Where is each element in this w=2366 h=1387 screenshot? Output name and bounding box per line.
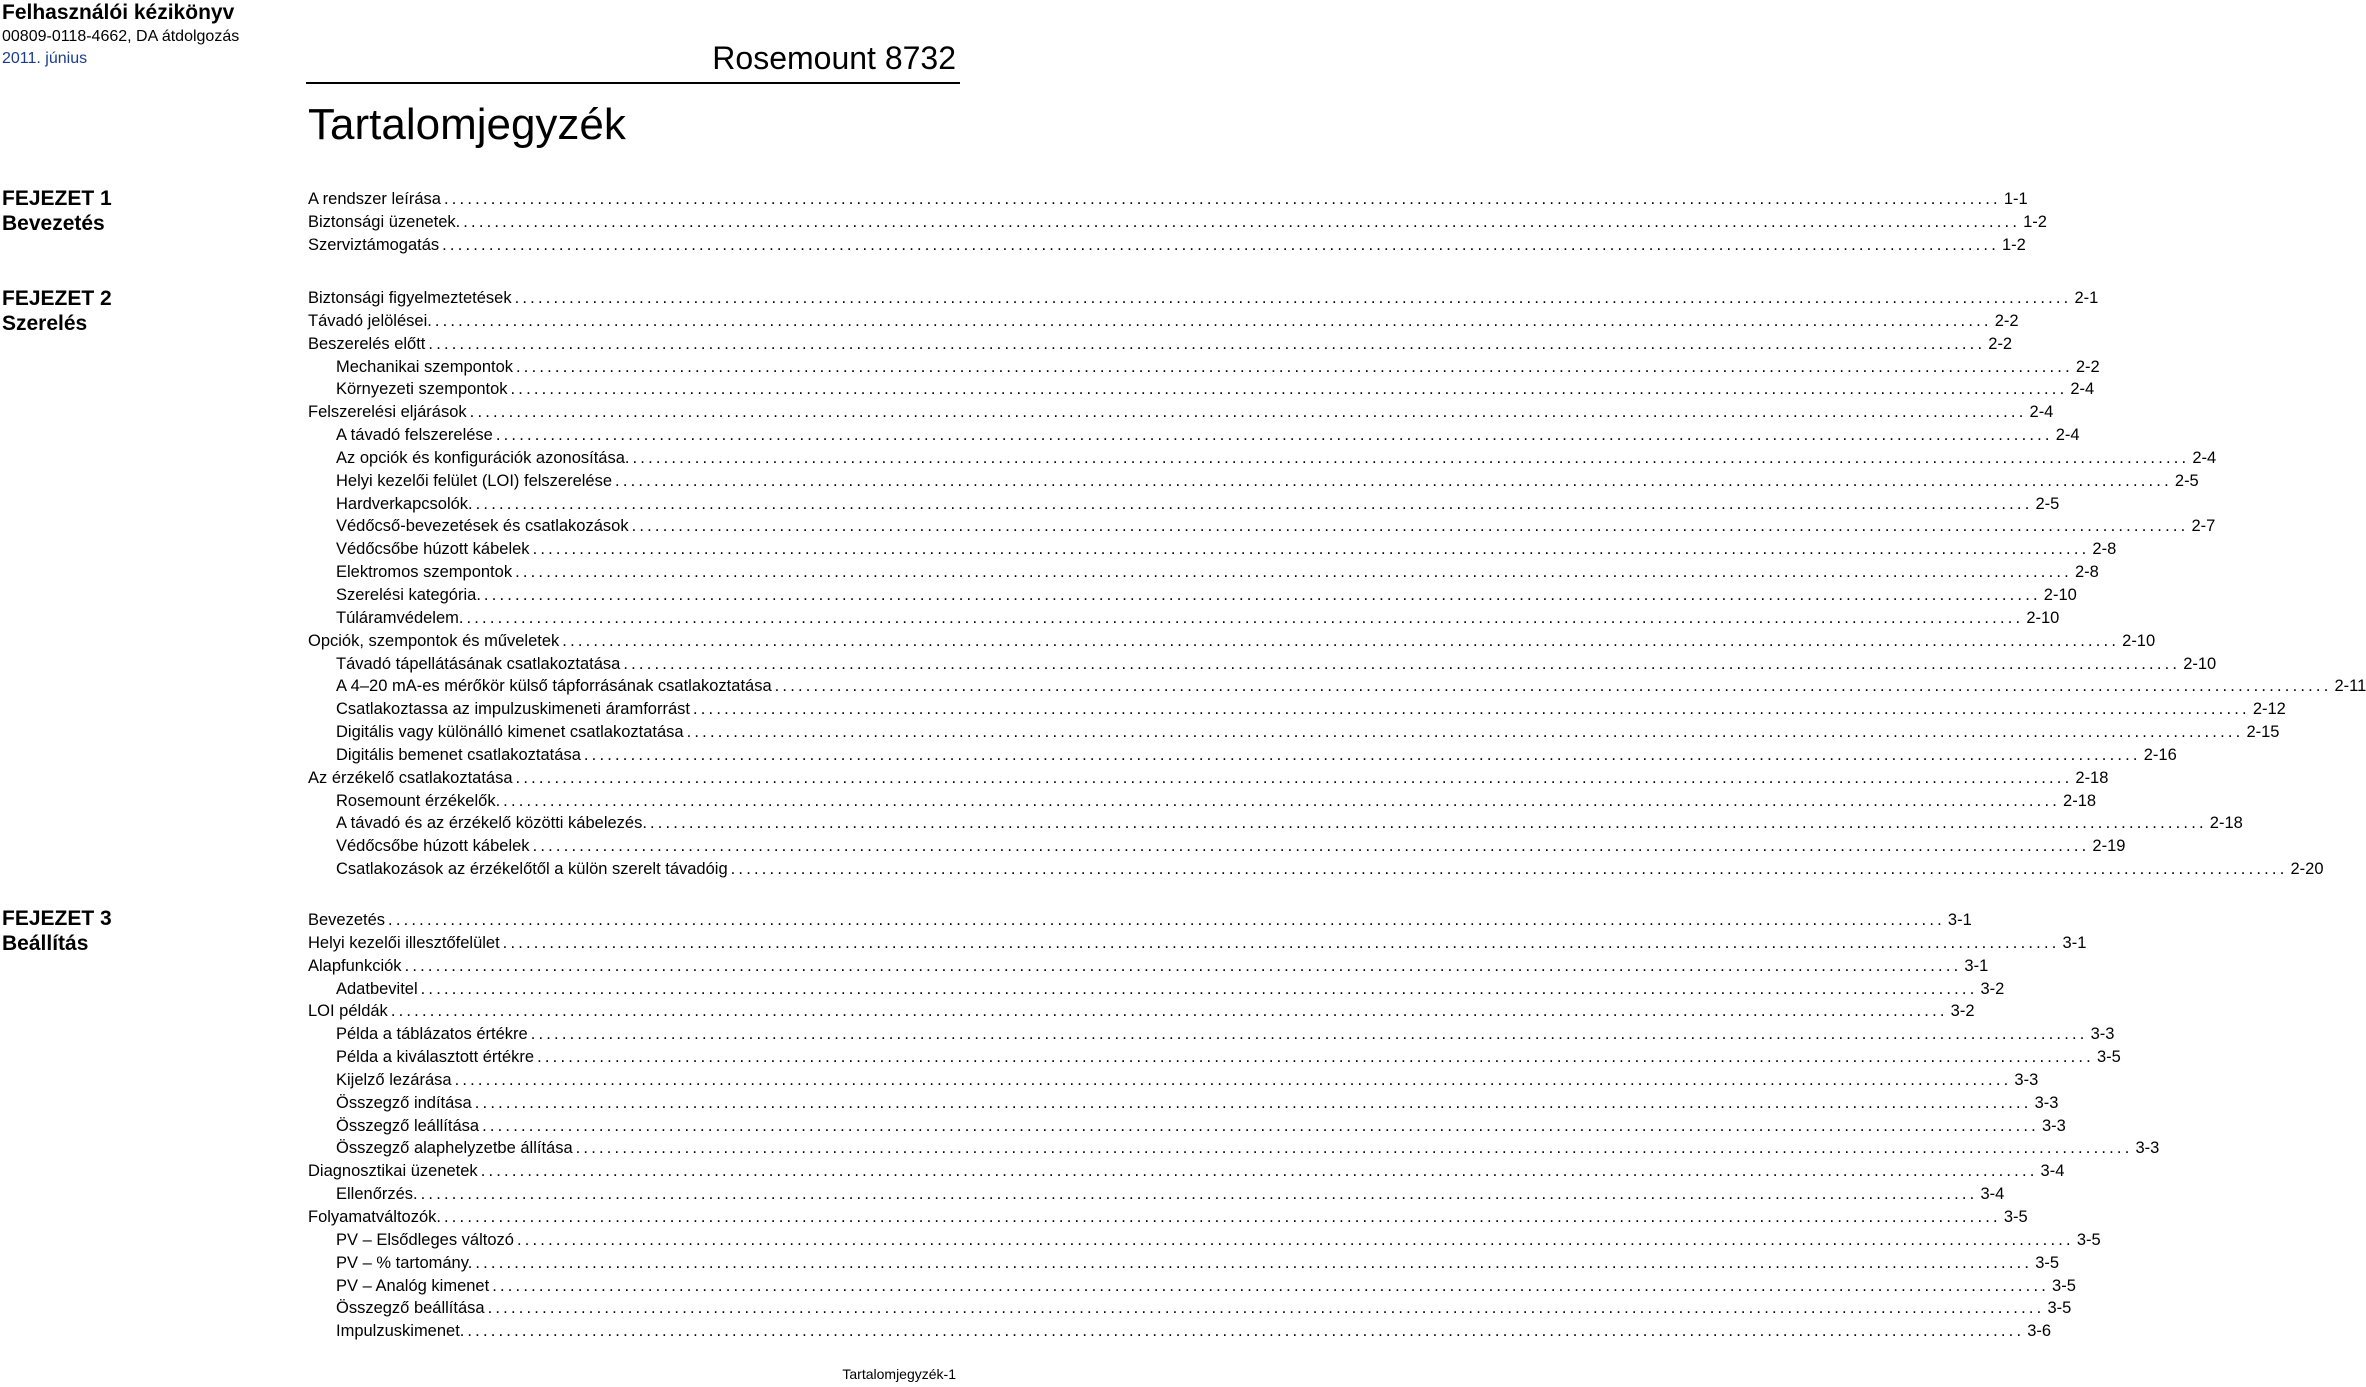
dot-leader: ........................................................................................................................................................................................................ xyxy=(583,745,2141,764)
toc-entry[interactable] xyxy=(308,932,2087,955)
toc-page-number: 3-5 xyxy=(2076,1230,2101,1249)
toc-page-number: 2-12 xyxy=(2252,700,2286,719)
dot-leader: ........................................................................................................................................................................................................ xyxy=(503,791,2061,810)
toc-entry[interactable] xyxy=(308,1137,2160,1160)
toc-entry[interactable] xyxy=(308,378,2095,401)
toc-entry[interactable] xyxy=(308,1183,2005,1206)
toc-entry-text: A távadó és az érzékelő közötti kábelezés. xyxy=(336,814,647,833)
dot-leader: ........................................................................................................................................................................................................ xyxy=(692,700,2250,719)
toc-page-number: 2-4 xyxy=(2192,448,2217,467)
toc-entry[interactable] xyxy=(308,401,2054,424)
dot-leader: ........................................................................................................................................................................................................ xyxy=(443,1207,2001,1226)
toc-page-number: 2-2 xyxy=(1994,311,2019,330)
dot-leader: ........................................................................................................................................................................................................ xyxy=(649,814,2207,833)
toc-entry-text: Csatlakoztassa az impulzuskimeneti áramforrást xyxy=(336,700,690,719)
toc-entry[interactable] xyxy=(308,1229,2101,1252)
dot-leader: ........................................................................................................................................................................................................ xyxy=(730,860,2288,879)
revision-date: 2011. június xyxy=(2,50,88,67)
dot-leader: ........................................................................................................................................................................................................ xyxy=(510,380,2068,399)
dot-leader: ........................................................................................................................................................................................................ xyxy=(466,608,2024,627)
toc-entry-text: Összegző leállítása xyxy=(336,1116,480,1135)
toc-page-number: 3-4 xyxy=(1980,1185,2005,1204)
toc-entry[interactable] xyxy=(308,812,2243,835)
toc-page-number: 3-5 xyxy=(2052,1276,2076,1295)
toc-entry[interactable] xyxy=(308,1069,2039,1092)
toc-entry-text: Impulzuskimenet. xyxy=(336,1322,465,1341)
toc-page-number: 2-10 xyxy=(2043,585,2077,604)
toc-entry[interactable] xyxy=(308,1297,2072,1320)
toc-page-number: 3-6 xyxy=(2027,1322,2052,1341)
toc-page-number: 3-5 xyxy=(2047,1299,2072,1318)
toc-entry[interactable] xyxy=(308,1252,2060,1275)
dot-leader: ........................................................................................................................................................................................................ xyxy=(463,212,2021,231)
dot-leader: ........................................................................................................................................................................................................ xyxy=(487,1299,2045,1318)
toc-entry[interactable] xyxy=(308,1092,2059,1115)
toc-entry[interactable] xyxy=(308,493,2060,516)
toc-entry-text: Elektromos szempontok xyxy=(336,563,513,582)
manual-title: Felhasználói kézikönyv xyxy=(2,1,235,24)
dot-leader: ........................................................................................................................................................................................................ xyxy=(443,190,2001,208)
toc-page-number: 1-2 xyxy=(2002,235,2026,254)
toc-entry[interactable] xyxy=(308,356,2100,379)
dot-leader: ........................................................................................................................................................................................................ xyxy=(495,426,2053,445)
toc-entry-text: Védőcső-bevezetések és csatlakozások xyxy=(336,517,629,536)
dot-leader: ........................................................................................................................................................................................................ xyxy=(632,448,2190,467)
toc-entry[interactable] xyxy=(308,721,2280,744)
toc-entry[interactable] xyxy=(308,744,2177,767)
chapter-name: Beállítás xyxy=(2,932,89,955)
toc-page-number: 2-5 xyxy=(2174,471,2199,490)
toc-entry-text: Összegző alaphelyzetbe állítása xyxy=(336,1139,573,1158)
toc-page-number: 3-2 xyxy=(1950,1002,1975,1021)
chapter-heading xyxy=(2,286,112,336)
dot-leader: ........................................................................................................................................................................................................ xyxy=(631,517,2189,536)
dot-leader: ........................................................................................................................................................................................................ xyxy=(492,1276,2050,1295)
dot-leader: ........................................................................................................................................................................................................ xyxy=(442,235,1999,254)
toc-page-number: 2-4 xyxy=(2029,403,2054,422)
toc-entry[interactable] xyxy=(308,470,2199,493)
toc-entry-text: Távadó jelölései. xyxy=(308,311,432,330)
toc-page-number: 2-18 xyxy=(2075,768,2109,787)
toc-entry-text: Opciók, szempontok és műveletek xyxy=(308,631,560,650)
toc-entry[interactable] xyxy=(308,424,2080,447)
toc-page-number: 1-2 xyxy=(2023,212,2047,231)
chapter-entries xyxy=(308,909,2160,1343)
dot-leader: ........................................................................................................................................................................................................ xyxy=(420,979,1978,998)
toc-page-number: 2-18 xyxy=(2063,791,2097,810)
toc-entry-text: Folyamatváltozók. xyxy=(308,1207,441,1226)
toc-page-number: 2-16 xyxy=(2143,745,2177,764)
dot-leader: ........................................................................................................................................................................................................ xyxy=(475,494,2033,513)
toc-entry-text: Kijelző lezárása xyxy=(336,1070,452,1089)
toc-entry-text: A távadó felszerelése xyxy=(336,426,493,445)
toc-page-number: 2-10 xyxy=(2122,631,2156,650)
toc-page-number: 3-5 xyxy=(2096,1048,2121,1067)
toc-page-number: 3-5 xyxy=(2035,1253,2060,1272)
toc-entry-text: Biztonsági figyelmeztetések xyxy=(308,289,512,307)
toc-page-number: 2-11 xyxy=(2334,677,2366,696)
toc-entry[interactable] xyxy=(308,1000,1975,1023)
dot-leader: ........................................................................................................................................................................................................ xyxy=(480,1162,2038,1181)
document-header xyxy=(2,0,239,70)
toc-page-number: 1-1 xyxy=(2003,190,2028,208)
toc-page-number: 3-5 xyxy=(2003,1207,2028,1226)
toc-entry-text: Ellenőrzés. xyxy=(336,1185,418,1204)
toc-entry-text: PV – Analóg kimenet xyxy=(336,1276,490,1295)
toc-entry[interactable] xyxy=(308,790,2097,813)
toc-entry[interactable] xyxy=(308,607,2060,630)
dot-leader: ........................................................................................................................................................................................................ xyxy=(623,654,2181,673)
dot-leader: ........................................................................................................................................................................................................ xyxy=(502,933,2060,952)
toc-entry[interactable] xyxy=(308,858,2324,881)
toc-page-number: 2-2 xyxy=(2075,357,2100,376)
toc-entry-text: Szerviztámogatás xyxy=(308,235,440,254)
toc-page-number: 3-3 xyxy=(2041,1116,2066,1135)
toc-page-number: 2-8 xyxy=(2074,563,2099,582)
toc-page-number: 3-3 xyxy=(2090,1025,2115,1044)
toc-page-number: 3-1 xyxy=(2062,933,2087,952)
toc-entry-text: Védőcsőbe húzott kábelek xyxy=(336,540,530,559)
dot-leader: ........................................................................................................................................................................................................ xyxy=(474,1093,2032,1112)
toc-entry[interactable] xyxy=(308,538,2117,561)
toc-entry-text: A 4–20 mA-es mérőkör külső tápforrásának csatlakoztatása xyxy=(336,677,772,696)
dot-leader: ........................................................................................................................................................................................................ xyxy=(537,1048,2094,1067)
dot-leader: ........................................................................................................................................................................................................ xyxy=(530,1025,2088,1044)
toc-entry[interactable] xyxy=(308,584,2077,607)
toc-entry-text: Példa a kiválasztott értékre xyxy=(336,1048,535,1067)
dot-leader: ........................................................................................................................................................................................................ xyxy=(516,357,2073,376)
toc-page-number: 2-10 xyxy=(2183,654,2217,673)
toc-entry-text: Összegző beállítása xyxy=(336,1299,485,1318)
toc-entry[interactable] xyxy=(308,955,1989,978)
dot-leader: ........................................................................................................................................................................................................ xyxy=(454,1070,2012,1089)
page-footer: Tartalomjegyzék-1 xyxy=(842,1366,956,1382)
toc-entry-text: Környezeti szempontok xyxy=(336,380,508,399)
toc-entry-text: Helyi kezelői illesztőfelület xyxy=(308,933,500,952)
toc-entry[interactable] xyxy=(308,767,2109,790)
toc-entry[interactable] xyxy=(308,1275,2076,1298)
toc-entry[interactable] xyxy=(308,978,2005,1001)
toc-page-number: 2-19 xyxy=(2092,837,2126,856)
dot-leader: ........................................................................................................................................................................................................ xyxy=(615,471,2172,490)
toc-entry-text: Mechanikai szempontok xyxy=(336,357,514,376)
product-name: Rosemount 8732 xyxy=(712,40,956,76)
toc-entry[interactable] xyxy=(308,287,2099,310)
dot-leader: ........................................................................................................................................................................................................ xyxy=(562,631,2120,650)
dot-leader: ........................................................................................................................................................................................................ xyxy=(420,1185,1978,1204)
toc-entry[interactable] xyxy=(308,333,2013,356)
dot-leader: ........................................................................................................................................................................................................ xyxy=(532,540,2090,559)
dot-leader: ........................................................................................................................................................................................................ xyxy=(475,1253,2033,1272)
chapter-label: FEJEZET 2 xyxy=(2,287,112,310)
toc-entry[interactable] xyxy=(308,675,2366,698)
toc-page-number: 2-15 xyxy=(2246,723,2280,742)
toc-entry-text: Adatbevitel xyxy=(336,979,418,998)
dot-leader: ........................................................................................................................................................................................................ xyxy=(467,1322,2025,1341)
toc-page-number: 3-1 xyxy=(1947,911,1972,929)
toc-entry[interactable] xyxy=(308,310,2019,333)
toc-entry-text: LOI példák xyxy=(308,1002,388,1021)
toc-page-number: 3-1 xyxy=(1964,956,1989,975)
toc-page-number: 2-1 xyxy=(2074,289,2099,307)
toc-page-number: 2-10 xyxy=(2026,608,2060,627)
toc-entry-text: Biztonsági üzenetek. xyxy=(308,212,461,231)
chapter-heading xyxy=(2,906,112,956)
toc-entry-text: Helyi kezelői felület (LOI) felszerelése xyxy=(336,471,613,490)
toc-entry-text: Digitális vagy különálló kimenet csatlakoztatása xyxy=(336,723,684,742)
dot-leader: ........................................................................................................................................................................................................ xyxy=(390,1002,1948,1021)
toc-entry[interactable] xyxy=(308,188,2028,211)
toc-page-number: 2-5 xyxy=(2035,494,2060,513)
toc-entry-text: Túláramvédelem. xyxy=(336,608,464,627)
toc-entry-text: Alapfunkciók xyxy=(308,956,402,975)
toc-entry-text: Rosemount érzékelők. xyxy=(336,791,501,810)
chapter-entries xyxy=(308,287,2366,881)
dot-leader: ........................................................................................................................................................................................................ xyxy=(516,1230,2074,1249)
dot-leader: ........................................................................................................................................................................................................ xyxy=(575,1139,2133,1158)
chapter-label: FEJEZET 1 xyxy=(2,187,112,210)
dot-leader: ........................................................................................................................................................................................................ xyxy=(482,1116,2039,1135)
toc-page-number: 2-18 xyxy=(2209,814,2243,833)
header-divider xyxy=(306,82,960,84)
dot-leader: ........................................................................................................................................................................................................ xyxy=(388,911,1945,929)
toc-page-number: 2-2 xyxy=(1988,334,2013,353)
toc-entry-text: PV – % tartomány. xyxy=(336,1253,473,1272)
dot-leader: ........................................................................................................................................................................................................ xyxy=(514,289,2072,307)
toc-entry-text: Bevezetés xyxy=(308,911,386,929)
chapter-heading xyxy=(2,186,112,236)
toc-page-number: 2-4 xyxy=(2070,380,2095,399)
dot-leader: ........................................................................................................................................................................................................ xyxy=(434,311,1992,330)
toc-entry-text: Az opciók és konfigurációk azonosítása. xyxy=(336,448,630,467)
dot-leader: ........................................................................................................................................................................................................ xyxy=(532,837,2090,856)
toc-page-number: 2-7 xyxy=(2191,517,2216,536)
chapter-name: Szerelés xyxy=(2,312,88,335)
toc-entry[interactable] xyxy=(308,447,2217,470)
toc-page-number: 3-2 xyxy=(1980,979,2005,998)
toc-entry[interactable] xyxy=(308,1320,2052,1343)
dot-leader: ........................................................................................................................................................................................................ xyxy=(515,563,2072,582)
dot-leader: ........................................................................................................................................................................................................ xyxy=(774,677,2332,696)
toc-page-number: 2-20 xyxy=(2290,860,2324,879)
dot-leader: ........................................................................................................................................................................................................ xyxy=(404,956,1962,975)
toc-entry[interactable] xyxy=(308,561,2099,584)
toc-entry-text: Felszerelési eljárások xyxy=(308,403,467,422)
chapter-label: FEJEZET 3 xyxy=(2,907,112,930)
chapter-name: Bevezetés xyxy=(2,212,105,235)
dot-leader: ........................................................................................................................................................................................................ xyxy=(428,334,1986,353)
toc-entry-text: Szerelési kategória. xyxy=(336,585,481,604)
toc-entry[interactable] xyxy=(308,1023,2115,1046)
toc-entry-text: PV – Elsődleges változó xyxy=(336,1230,514,1249)
toc-entry[interactable] xyxy=(308,630,2156,653)
toc-page-number: 3-3 xyxy=(2034,1093,2059,1112)
toc-entry-text: Hardverkapcsolók. xyxy=(336,494,473,513)
toc-entry-text: Az érzékelő csatlakoztatása xyxy=(308,768,513,787)
chapter-entries xyxy=(308,188,2047,257)
toc-entry[interactable] xyxy=(308,1115,2066,1138)
toc-entry[interactable] xyxy=(308,835,2126,858)
dot-leader: ........................................................................................................................................................................................................ xyxy=(515,768,2073,787)
toc-entry-text: Példa a táblázatos értékre xyxy=(336,1025,528,1044)
toc-entry[interactable] xyxy=(308,211,2047,234)
toc-page-number: 3-3 xyxy=(2135,1139,2160,1158)
toc-page-number: 2-4 xyxy=(2055,426,2080,445)
toc-entry[interactable] xyxy=(308,1206,2028,1229)
toc-entry-text: Összegző indítása xyxy=(336,1093,472,1112)
toc-entry-text: Védőcsőbe húzott kábelek xyxy=(336,837,530,856)
toc-entry[interactable] xyxy=(308,909,1972,932)
toc-entry-text: Diagnosztikai üzenetek xyxy=(308,1162,478,1181)
toc-entry[interactable] xyxy=(308,515,2216,538)
toc-entry-text: Csatlakozások az érzékelőtől a külön szerelt távadóig xyxy=(336,860,728,879)
toc-entry[interactable] xyxy=(308,1046,2121,1069)
dot-leader: ........................................................................................................................................................................................................ xyxy=(469,403,2027,422)
toc-page-number: 3-3 xyxy=(2014,1070,2039,1089)
toc-page-number: 2-8 xyxy=(2092,540,2117,559)
toc-entry-text: Távadó tápellátásának csatlakoztatása xyxy=(336,654,621,673)
toc-entry[interactable] xyxy=(308,698,2286,721)
dot-leader: ........................................................................................................................................................................................................ xyxy=(686,723,2244,742)
toc-entry[interactable] xyxy=(308,234,2026,257)
toc-entry-text: Digitális bemenet csatlakoztatása xyxy=(336,745,581,764)
document-number: 00809-0118-4662, DA átdolgozás xyxy=(2,28,240,45)
toc-entry-text: A rendszer leírása xyxy=(308,190,441,208)
toc-title: Tartalomjegyzék xyxy=(308,100,626,149)
toc-entry[interactable] xyxy=(308,1160,2065,1183)
dot-leader: ........................................................................................................................................................................................................ xyxy=(483,585,2041,604)
toc-entry-text: Beszerelés előtt xyxy=(308,334,426,353)
toc-page-number: 3-4 xyxy=(2040,1162,2065,1181)
toc-entry[interactable] xyxy=(308,653,2217,676)
